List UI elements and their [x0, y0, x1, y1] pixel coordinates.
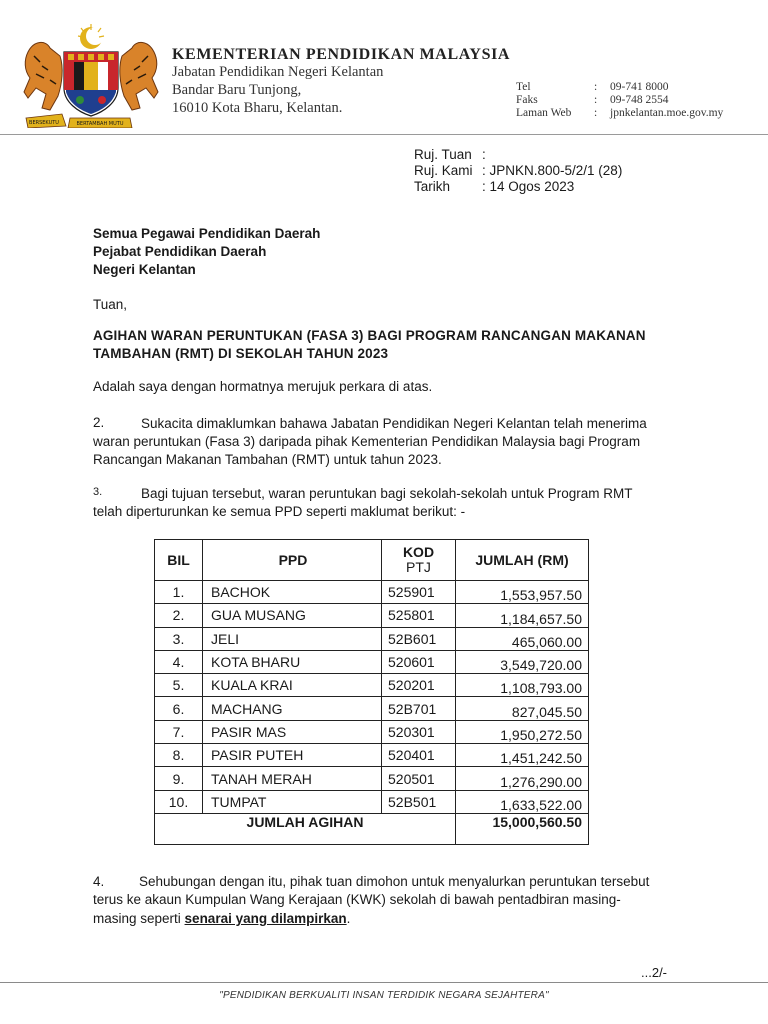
ref-kami-value: : JPNKN.800-5/2/1 (28): [482, 163, 623, 178]
header-bil: BIL: [155, 540, 203, 581]
para4-number: 4.: [93, 874, 105, 889]
cell-bil: 1.: [155, 581, 203, 604]
page-continuation: ...2/-: [641, 965, 668, 980]
cell-kod-ptj: 520601: [382, 650, 456, 673]
para4-line-3-prefix: masing seperti: [93, 911, 185, 926]
fax-colon: :: [594, 94, 598, 106]
para2-line-1: Sukacita dimaklumkan bahawa Jabatan Pendidikan Negeri Kelantan telah menerima: [141, 416, 647, 431]
cell-kod-ptj: 520301: [382, 720, 456, 743]
cell-ppd: TANAH MERAH: [203, 767, 382, 790]
recipient-line-2: Pejabat Pendidikan Daerah: [93, 244, 267, 259]
cell-jumlah: 1,276,290.00: [456, 767, 589, 790]
cell-jumlah: 1,108,793.00: [456, 674, 589, 697]
cell-jumlah: 1,950,272.50: [456, 720, 589, 743]
allocation-table: [154, 539, 589, 845]
svg-text:BERTAMBAH MUTU: BERTAMBAH MUTU: [76, 121, 124, 127]
tel-label: Tel: [516, 81, 531, 93]
para3-line-1: Bagi tujuan tersebut, waran peruntukan bagi sekolah-sekolah untuk Program RMT: [141, 486, 633, 501]
para2-line-2: waran peruntukan (Fasa 3) daripada pihak Kementerian Pendidikan Malaysia bagi Program: [93, 434, 641, 449]
header-ppd: PPD: [203, 540, 382, 581]
fax-label: Faks: [516, 94, 538, 106]
cell-jumlah: 1,184,657.50: [456, 604, 589, 627]
cell-ppd: BACHOK: [203, 581, 382, 604]
letterhead-divider: [0, 134, 768, 135]
total-value: 15,000,560.50: [456, 813, 589, 844]
cell-jumlah: 1,553,957.50: [456, 581, 589, 604]
cell-bil: 7.: [155, 720, 203, 743]
cell-bil: 2.: [155, 604, 203, 627]
total-label: JUMLAH AGIHAN: [155, 813, 456, 844]
table-row: [155, 650, 589, 673]
cell-bil: 10.: [155, 790, 203, 813]
address-line-2: Bandar Baru Tunjong,: [172, 82, 302, 98]
para2-number: 2.: [93, 415, 105, 430]
cell-bil: 9.: [155, 767, 203, 790]
ref-kami-label: Ruj. Kami: [414, 163, 473, 178]
cell-ppd: KOTA BHARU: [203, 650, 382, 673]
table-body: [155, 581, 589, 845]
fax-value: 09-748 2554: [610, 94, 669, 106]
cell-jumlah: 1,451,242.50: [456, 744, 589, 767]
shield-icon: [64, 52, 118, 116]
table-row: [155, 581, 589, 604]
table-row: [155, 767, 589, 790]
table-row: [155, 674, 589, 697]
footer-divider: [0, 982, 768, 983]
cell-bil: 5.: [155, 674, 203, 697]
svg-text:BERSEKUTU: BERSEKUTU: [29, 120, 59, 126]
tel-colon: :: [594, 81, 598, 93]
cell-kod-ptj: 52B701: [382, 697, 456, 720]
cell-kod-ptj: 520201: [382, 674, 456, 697]
cell-ppd: MACHANG: [203, 697, 382, 720]
cell-bil: 8.: [155, 744, 203, 767]
cell-jumlah: 827,045.50: [456, 697, 589, 720]
table-total-row: [155, 813, 589, 844]
attachment-link[interactable]: senarai yang dilampirkan: [184, 911, 347, 926]
subject-line-1: AGIHAN WARAN PERUNTUKAN (FASA 3) BAGI PROGRAM RANCANGAN MAKANAN: [93, 328, 646, 343]
cell-kod-ptj: 52B501: [382, 790, 456, 813]
left-tiger-icon: [24, 42, 62, 110]
cell-kod-ptj: 52B601: [382, 627, 456, 650]
table-row: [155, 697, 589, 720]
cell-ppd: TUMPAT: [203, 790, 382, 813]
cell-ppd: PASIR PUTEH: [203, 744, 382, 767]
crescent-star-icon: [78, 24, 104, 49]
web-colon: :: [594, 107, 598, 119]
cell-kod-ptj: 525801: [382, 604, 456, 627]
cell-kod-ptj: 520401: [382, 744, 456, 767]
subject-line-2: TAMBAHAN (RMT) DI SEKOLAH TAHUN 2023: [93, 346, 389, 361]
address-line-1: Jabatan Pendidikan Negeri Kelantan: [172, 64, 384, 80]
table-row: [155, 627, 589, 650]
ref-tuan-value: :: [482, 147, 486, 162]
salutation: Tuan,: [93, 297, 128, 312]
table-header-row: [155, 540, 589, 581]
cell-ppd: KUALA KRAI: [203, 674, 382, 697]
cell-bil: 3.: [155, 627, 203, 650]
date-label: Tarikh: [414, 179, 451, 194]
footer-motto: "PENDIDIKAN BERKUALITI INSAN TERDIDIK NEGARA SEJAHTERA": [219, 990, 549, 1001]
right-tiger-icon: [120, 42, 158, 110]
header-kod-line-1: KOD: [402, 544, 435, 560]
intro-paragraph: Adalah saya dengan hormatnya merujuk perkara di atas.: [93, 379, 433, 394]
coat-of-arms-logo: [20, 22, 162, 128]
para4-line-2: terus ke akaun Kumpulan Wang Kerajaan (KWK) sekolah di bawah pentadbiran masing-: [93, 892, 621, 907]
table-row: [155, 604, 589, 627]
cell-bil: 4.: [155, 650, 203, 673]
header-jumlah: JUMLAH (RM): [456, 540, 589, 581]
recipient-line-1: Semua Pegawai Pendidikan Daerah: [93, 226, 321, 241]
cell-kod-ptj: 525901: [382, 581, 456, 604]
table-row: [155, 744, 589, 767]
cell-ppd: JELI: [203, 627, 382, 650]
header-kod-line-2: PTJ: [406, 559, 431, 575]
web-label: Laman Web: [516, 107, 572, 119]
ref-tuan-label: Ruj. Tuan: [414, 147, 472, 162]
cell-jumlah: 3,549,720.00: [456, 650, 589, 673]
para4-line-3-suffix: .: [346, 911, 351, 926]
para3-line-2: telah diperturunkan ke semua PPD seperti maklumat berikut: -: [93, 504, 466, 519]
cell-ppd: GUA MUSANG: [203, 604, 382, 627]
table-row: [155, 720, 589, 743]
web-value[interactable]: jpnkelantan.moe.gov.my: [610, 107, 724, 119]
cell-kod-ptj: 520501: [382, 767, 456, 790]
cell-ppd: PASIR MAS: [203, 720, 382, 743]
table-row: [155, 790, 589, 813]
cell-bil: 6.: [155, 697, 203, 720]
cell-jumlah: 1,633,522.00: [456, 790, 589, 813]
motto-ribbon: [26, 114, 132, 128]
para4-line-1: Sehubungan dengan itu, pihak tuan dimohon untuk menyalurkan peruntukan tersebut: [139, 874, 650, 889]
address-line-3: 16010 Kota Bharu, Kelantan.: [172, 100, 343, 116]
para3-number: 3.: [93, 486, 103, 498]
recipient-line-3: Negeri Kelantan: [93, 262, 196, 277]
para2-line-3: Rancangan Makanan Tambahan (RMT) untuk tahun 2023.: [93, 452, 442, 467]
para4-line-3: [93, 910, 350, 929]
tel-value: 09-741 8000: [610, 81, 669, 93]
header-kod-ptj: [382, 540, 456, 581]
date-value: : 14 Ogos 2023: [482, 179, 575, 194]
ministry-name: KEMENTERIAN PENDIDIKAN MALAYSIA: [172, 46, 511, 63]
cell-jumlah: 465,060.00: [456, 627, 589, 650]
